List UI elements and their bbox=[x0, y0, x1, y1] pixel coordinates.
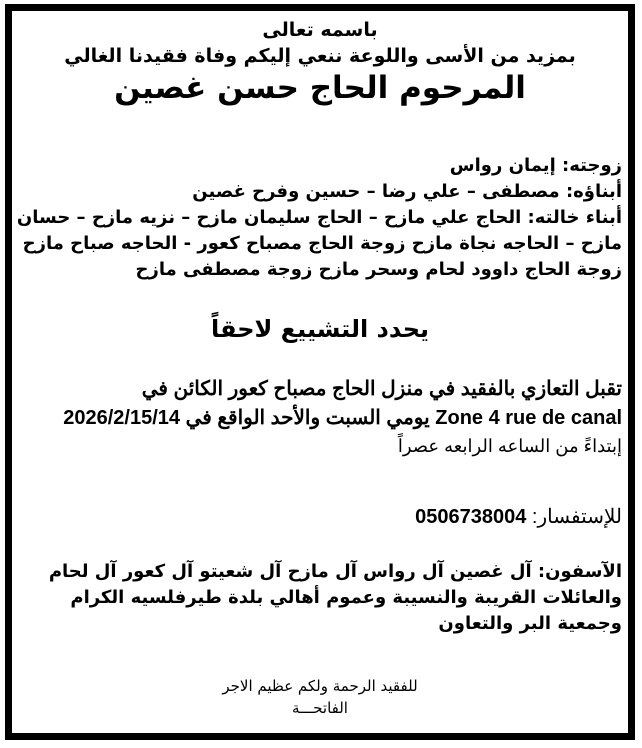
sons-line: أبناؤه: مصطفى – علي رضا – حسين وفرح غصين bbox=[192, 181, 622, 202]
condolences-line-1: تقبل التعازي بالفقيد في منزل الحاج مصباح كعور الكائن في bbox=[141, 378, 622, 400]
cousins-line-1: أبناء خالته: الحاج علي مازح – الحاج سليمان مازح – نزيه مازح – حسان bbox=[16, 207, 622, 228]
cousins-line-2: مازح – الحاجه نجاة مازح زوجة الحاج مصباح كعور - الحاجه صباح مازح bbox=[22, 233, 622, 254]
mourners-line-3: وجمعية البر والتعاون bbox=[438, 613, 622, 634]
deceased-name-title: المرحوم الحاج حسن غصين bbox=[114, 70, 526, 106]
mourners-line-1: الآسفون: آل غصين آل رواس آل مازح آل شعيتو آل كعور آل لحام bbox=[48, 561, 622, 582]
wife-line: زوجته: إيمان رواس bbox=[449, 155, 622, 176]
funeral-notice: يحدد التشييع لاحقاً bbox=[210, 315, 430, 343]
condolences-line-3: إبتداءً من الساعه الرابعه عصراً bbox=[397, 436, 622, 456]
condolences-line-2: Zone 4 rue de canal يومي السبت والأحد الواقع في 2026/2/15/14 bbox=[63, 407, 622, 429]
obituary-frame bbox=[5, 4, 635, 740]
invocation-heading: باسمه تعالى bbox=[262, 19, 378, 41]
announcement-text: بمزيد من الأسى واللوعة ننعي إليكم وفاة فقيدنا الغالي bbox=[64, 45, 576, 67]
obituary-content bbox=[12, 11, 628, 733]
phone-number: 0506738004 bbox=[415, 506, 527, 528]
closing-prayer: للفقيد الرحمة ولكم عظيم الاجر bbox=[222, 677, 418, 695]
cousins-line-3: زوجة الحاج داوود لحام وسحر مازح زوجة مصطفى مازح bbox=[135, 259, 622, 280]
mourners-line-2: والعائلات القريبة والنسيبة وعموم أهالي بلدة طيرفلسيه الكرام bbox=[70, 587, 622, 608]
inquiries-label: للإستفسار: bbox=[531, 506, 622, 528]
inquiries-line bbox=[415, 507, 622, 527]
closing-fatiha: الفاتحـــة bbox=[292, 699, 348, 717]
